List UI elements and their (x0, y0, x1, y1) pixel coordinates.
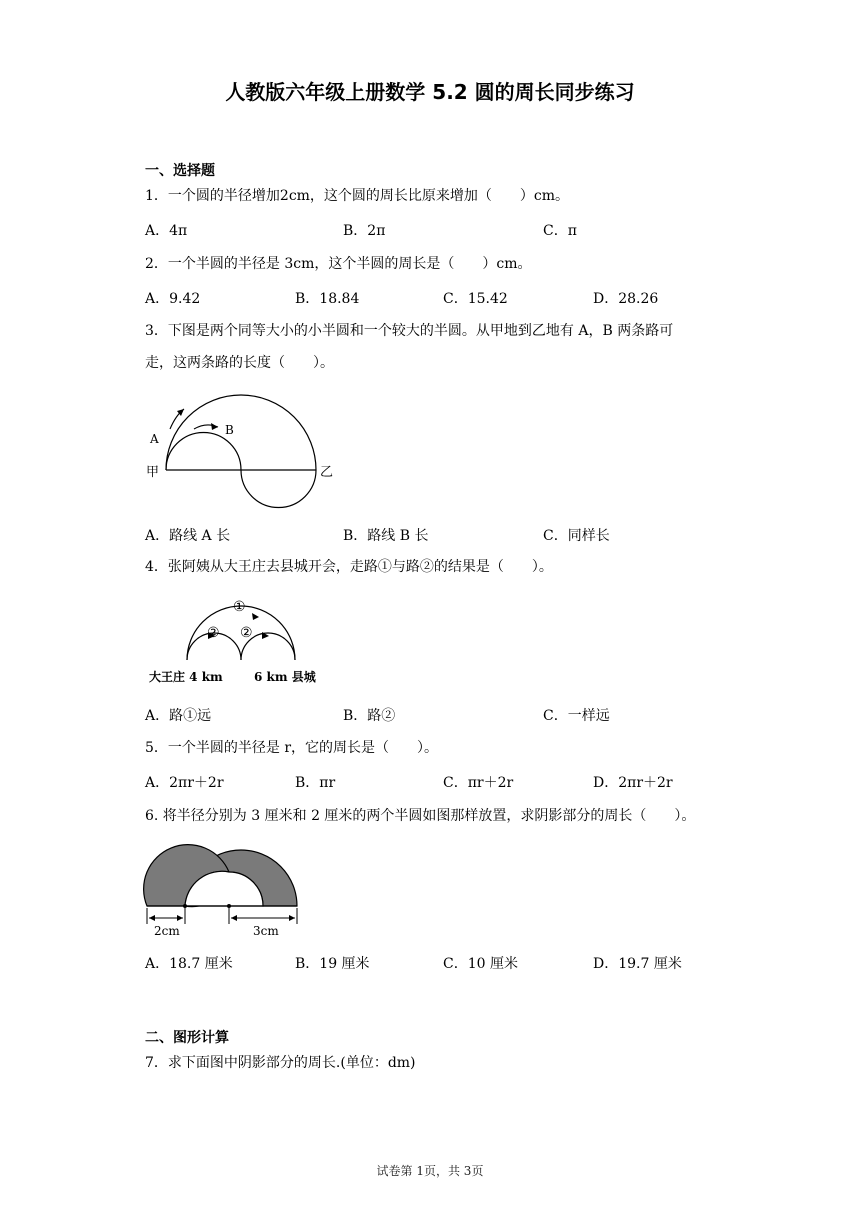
q1-option-c: C．π (543, 223, 577, 239)
question-7: 7．求下面图中阴影部分的周长.(单位：dm) (145, 1055, 416, 1071)
route-b-label: B (225, 423, 234, 437)
q6-option-c: C．10 厘米 (443, 956, 518, 972)
route-2-right-label: ② (240, 625, 253, 641)
question-5: 5．一个半圆的半径是 r，它的周长是（ ）。 (145, 740, 439, 756)
route-a-label: A (150, 432, 159, 446)
q5-option-c: C．πr＋2r (443, 775, 514, 791)
question-6: 6. 将半径分别为 3 厘米和 2 厘米的两个半圆如图那样放置，求阴影部分的周长（ ）。 (145, 808, 696, 824)
page-title: 人教版六年级上册数学 5.2 圆的周长同步练习 (225, 80, 635, 104)
q2-option-d: D．28.26 (593, 291, 659, 307)
q4-route-figure (145, 590, 325, 690)
large-radius-label: 3cm (253, 924, 279, 938)
dawangzhuang-label: 大王庄 4 km (149, 670, 223, 684)
q6-option-a: A．18.7 厘米 (145, 956, 233, 972)
q5-option-a: A．2πr＋2r (145, 775, 224, 791)
q3-option-a: A．路线 A 长 (145, 528, 231, 544)
point-yi-label: 乙 (320, 465, 334, 480)
q4-option-c: C．一样远 (543, 708, 610, 724)
q2-option-b: B．18.84 (295, 291, 360, 307)
route-2-left-label: ② (207, 625, 220, 641)
section-heading-choice: 一、选择题 (145, 163, 215, 179)
question-2: 2．一个半圆的半径是 3cm，这个半圆的周长是（ ）cm。 (145, 256, 532, 272)
q3-semicircle-figure (140, 385, 350, 520)
question-1: 1．一个圆的半径增加2cm，这个圆的周长比原来增加（ ）cm。 (145, 188, 570, 204)
page-footer: 试卷第 1页，共 3页 (376, 1164, 484, 1178)
section-heading-calculation: 二、图形计算 (145, 1030, 229, 1046)
small-radius-label: 2cm (154, 924, 180, 938)
q2-option-c: C．15.42 (443, 291, 508, 307)
q1-option-a: A．4π (145, 223, 188, 239)
q6-option-b: B．19 厘米 (295, 956, 370, 972)
q4-option-a: A．路①远 (145, 708, 212, 724)
q3-option-b: B．路线 B 长 (343, 528, 429, 544)
q3-option-c: C．同样长 (543, 528, 610, 544)
question-3-line-1: 3．下图是两个同等大小的小半圆和一个较大的半圆。从甲地到乙地有 A，B 两条路可 (145, 323, 674, 339)
route-1-label: ① (233, 599, 246, 615)
q6-option-d: D．19.7 厘米 (593, 956, 682, 972)
county-town-label: 6 km 县城 (254, 670, 316, 684)
q5-option-d: D．2πr＋2r (593, 775, 673, 791)
q2-option-a: A．9.42 (145, 291, 201, 307)
question-3-line-2: 走，这两条路的长度（ ）。 (145, 355, 334, 371)
q6-shaded-semicircles-figure (145, 838, 305, 938)
point-jia-label: 甲 (146, 465, 160, 480)
question-4: 4．张阿姨从大王庄去县城开会，走路①与路②的结果是（ ）。 (145, 559, 553, 575)
q5-option-b: B．πr (295, 775, 336, 791)
q4-option-b: B．路② (343, 708, 396, 724)
q1-option-b: B．2π (343, 223, 386, 239)
